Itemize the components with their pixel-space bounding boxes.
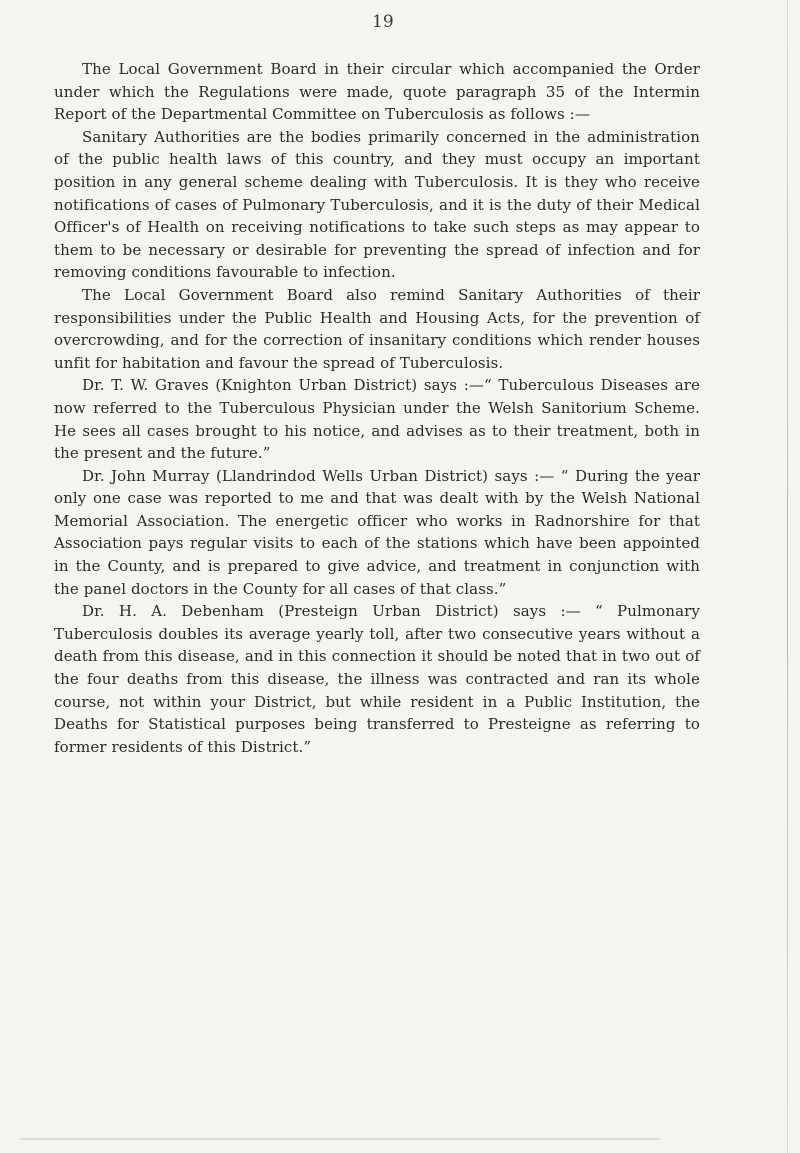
document-body xyxy=(54,58,700,758)
paragraph-debenham-presteign: Dr. H. A. Debenham (Presteign Urban District) says :— “ Pulmonary Tuberculosis doubles its average yearly toll, after two consecutive years without a death from this disease, and in this connection it should be noted that in two out of the four deaths from this disease, the illness was contracted and ran its whole course, not within your District, but while resident in a Public Institution, the Deaths for Statistical purposes being transferred to Presteigne as referring to former residents of this District.” xyxy=(54,602,700,756)
paragraph-lgb-circular: The Local Government Board in their circular which accompanied the Order under which the Regulations were made, quote paragraph 35 of the Intermin Report of the Departmental Committee on Tuberculosis as follows :— xyxy=(54,60,700,124)
page-number: 19 xyxy=(372,12,394,32)
page-edge-shadow xyxy=(787,0,788,1153)
bottom-scan-mark xyxy=(20,1138,660,1140)
paragraph-murray-llandrindod: Dr. John Murray (Llandrindod Wells Urban District) says :— “ During the year only one case was reported to me and that was dealt with by the Welsh National Memorial Association. The energetic officer who works in Radnorshire for that Association pays regular visits to each of the stations which have been appointed in the County, and is prepared to give advice, and treatment in conjunction with the panel doctors in the County for all cases of that class.” xyxy=(54,466,700,598)
paragraph-quoted-report: Sanitary Authorities are the bodies primarily concerned in the administration of the public health laws of this country, and they must occupy an important position in any general scheme dealing with Tuberculosis. It is they who receive notifications of cases of Pulmonary Tuberculosis, and it is the duty of their Medical Officer's of Health on receiving notifications to take such steps as may appear to them to be necessary or desirable for preventing the spread of infection and for removing conditions favourable to infection. xyxy=(54,127,700,282)
paragraph-graves-knighton: Dr. T. W. Graves (Knighton Urban District) says :—“ Tuberculous Diseases are now referred to the Tuberculous Physician under the Welsh Sanitorium Scheme. He sees all cases brought to his notice, and advises as to their treatment, both in the present and the future.” xyxy=(54,376,700,463)
paragraph-lgb-reminder: The Local Government Board also remind Sanitary Authorities of their responsibilities under the Public Health and Housing Acts, for the prevention of overcrowding, and for the correction of insanitary conditions which render houses unfit for habitation and favour the spread of Tuberculosis. xyxy=(54,285,700,372)
